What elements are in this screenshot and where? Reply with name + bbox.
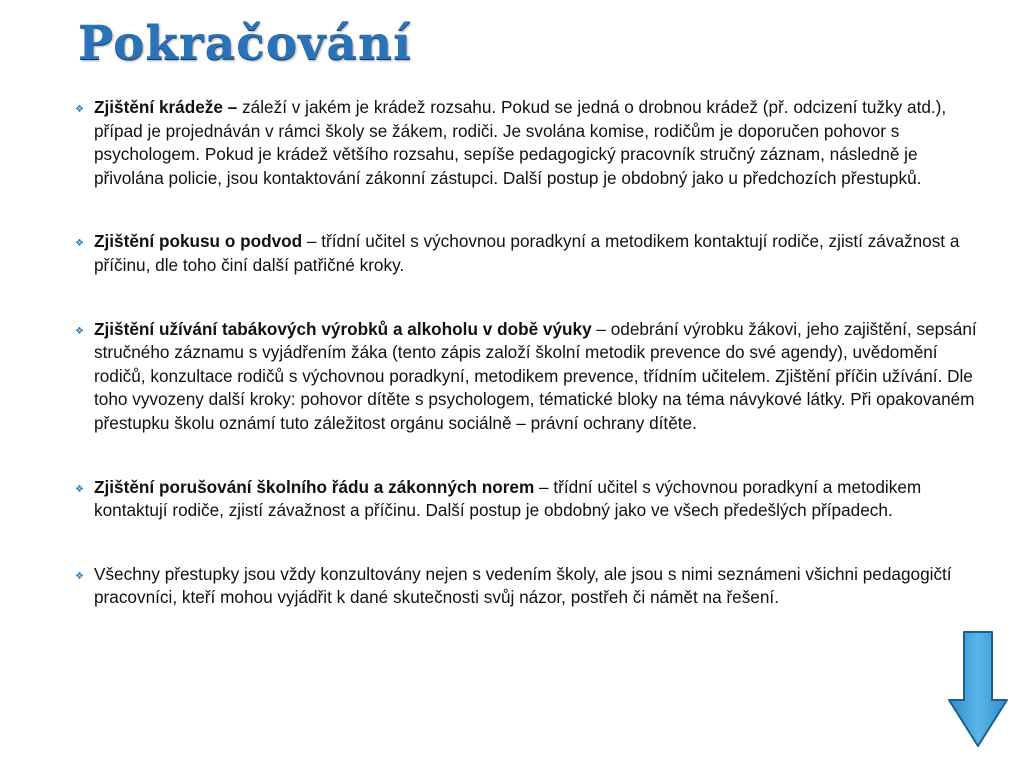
- bullet-item-school-rules: [62, 476, 992, 523]
- diamond-bullet-icon: ❖: [75, 104, 84, 115]
- bullet-item-fraud: [62, 230, 992, 277]
- diamond-bullet-icon: ❖: [75, 325, 84, 337]
- diamond-bullet-icon: ❖: [75, 483, 84, 495]
- bullet-heading: Zjištění porušování školního řádu a zákonných norem: [94, 476, 535, 497]
- bullet-item-tobacco-alcohol: [62, 318, 992, 436]
- bullet-text: třídní učitel s výchovnou poradkyní a metodikem kontaktují rodiče, zjistí závažnost a příčinu. Další postup je obdobný jako ve všech předešlých případech.: [94, 476, 922, 521]
- bullet-separator: –: [302, 231, 322, 252]
- diamond-bullet-icon: ❖: [75, 570, 84, 582]
- bullet-text: Všechny přestupky jsou vždy konzultovány nejen s vedením školy, ale jsou s nimi seznámeni všichni pedagogičtí pracovníci, kteří mohou vyjádřit k dané skutečnosti svůj názor, postřeh či námět na řešení.: [94, 563, 952, 608]
- bullet-heading: Zjištění pokusu o podvod: [94, 231, 303, 252]
- down-arrow-icon[interactable]: [947, 630, 1009, 748]
- bullet-text: odebrání výrobku žákovi, jeho zajištění, sepsání stručného záznamu s vyjádřením žáka (tento zápis založí školní metodik prevence do své agendy), uvědomění rodičů, konzultace rodičů s výchovnou poradkyní, metodikem prevence, třídním učitelem. Zjištění příčin užívání. Dle toho vyvozeny další kroky: pohovor dítěte s psychologem, tématické bloky na téma návykové látky. Při opakovaném přestupku školu oznámí tuto záležitost orgánu sociálně – právní ochrany dítěte.: [94, 318, 977, 433]
- diamond-bullet-icon: ❖: [75, 238, 84, 250]
- slide-title: Pokračování: [78, 16, 412, 71]
- bullet-list: [62, 96, 992, 610]
- bullet-text: záleží v jakém je krádež rozsahu. Pokud se jedná o drobnou krádež (př. odcizení tužky atd.), případ je projednáván v rámci školy se žákem, rodiči. Je svolána komise, rodičům je doporučen pohovor s psychologem. Pokud je krádež většího rozsahu, sepíše pedagogický pracovník stručný záznam, následně je přivolána policie, jsou kontaktování zákonní zástupci. Další postup je obdobný jako u předchozích přestupků.: [94, 97, 947, 188]
- bullet-separator: –: [222, 97, 243, 117]
- bullet-item-theft: [62, 96, 992, 190]
- bullet-separator: –: [591, 318, 611, 339]
- bullet-heading: Zjištění užívání tabákových výrobků a alkoholu v době výuky: [94, 318, 592, 339]
- bullet-text: třídní učitel s výchovnou poradkyní a metodikem kontaktují rodiče, zjistí závažnost a příčinu, dle toho činí další patřičné kroky.: [94, 231, 960, 275]
- bullet-item-consultation: [62, 563, 992, 610]
- bullet-heading: Zjištění krádeže: [94, 97, 223, 117]
- bullet-separator: –: [534, 476, 554, 497]
